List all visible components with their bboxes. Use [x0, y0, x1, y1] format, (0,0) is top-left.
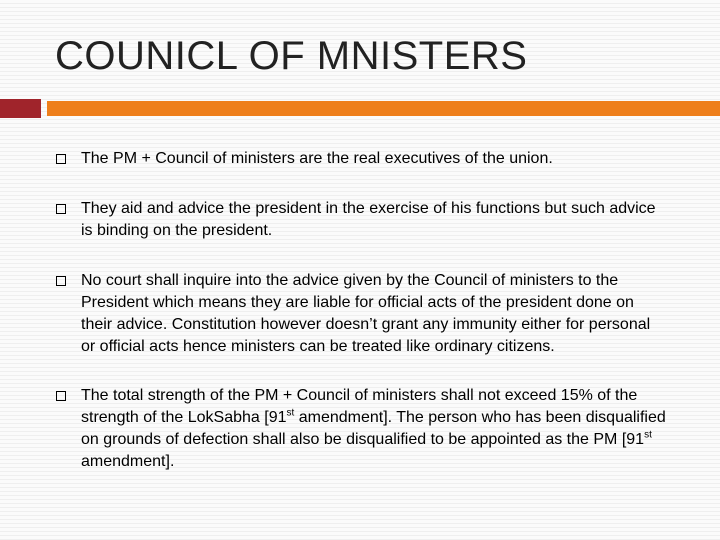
bullet-text-segment: amendment]. The person who has been disqualified on grounds of defection shall also be disqualified to be appointed as the PM [91	[81, 409, 666, 448]
slide-title: COUNICL OF MNISTERS	[55, 34, 528, 78]
hollow-square-bullet-icon	[56, 204, 66, 214]
bullet-text: They aid and advice the president in the exercise of his functions but such advice is binding on the president.	[81, 200, 656, 239]
hollow-square-bullet-icon	[56, 391, 66, 401]
title-rule-orange-bar	[47, 101, 720, 116]
bullet-text-segment: amendment].	[81, 453, 175, 470]
ordinal-superscript: st	[286, 407, 295, 419]
hollow-square-bullet-icon	[56, 154, 66, 164]
bullet-text: The PM + Council of ministers are the real executives of the union.	[81, 150, 553, 167]
hollow-square-bullet-icon	[56, 276, 66, 286]
title-rule-red-block	[0, 99, 41, 118]
ordinal-superscript: st	[644, 429, 652, 441]
bullet-text: No court shall inquire into the advice given by the Council of ministers to the President which means they are liable for official acts of the president done on their advice. Constitution however doesn’t grant any immunity either for personal or official acts hence ministers can be treated like ordinary citizens.	[81, 272, 651, 355]
bullet-text	[81, 385, 666, 473]
bullet-text-segment: The total strength of the PM + Council of ministers shall not exceed 15% of the strength of the LokSabha [91	[81, 387, 638, 426]
